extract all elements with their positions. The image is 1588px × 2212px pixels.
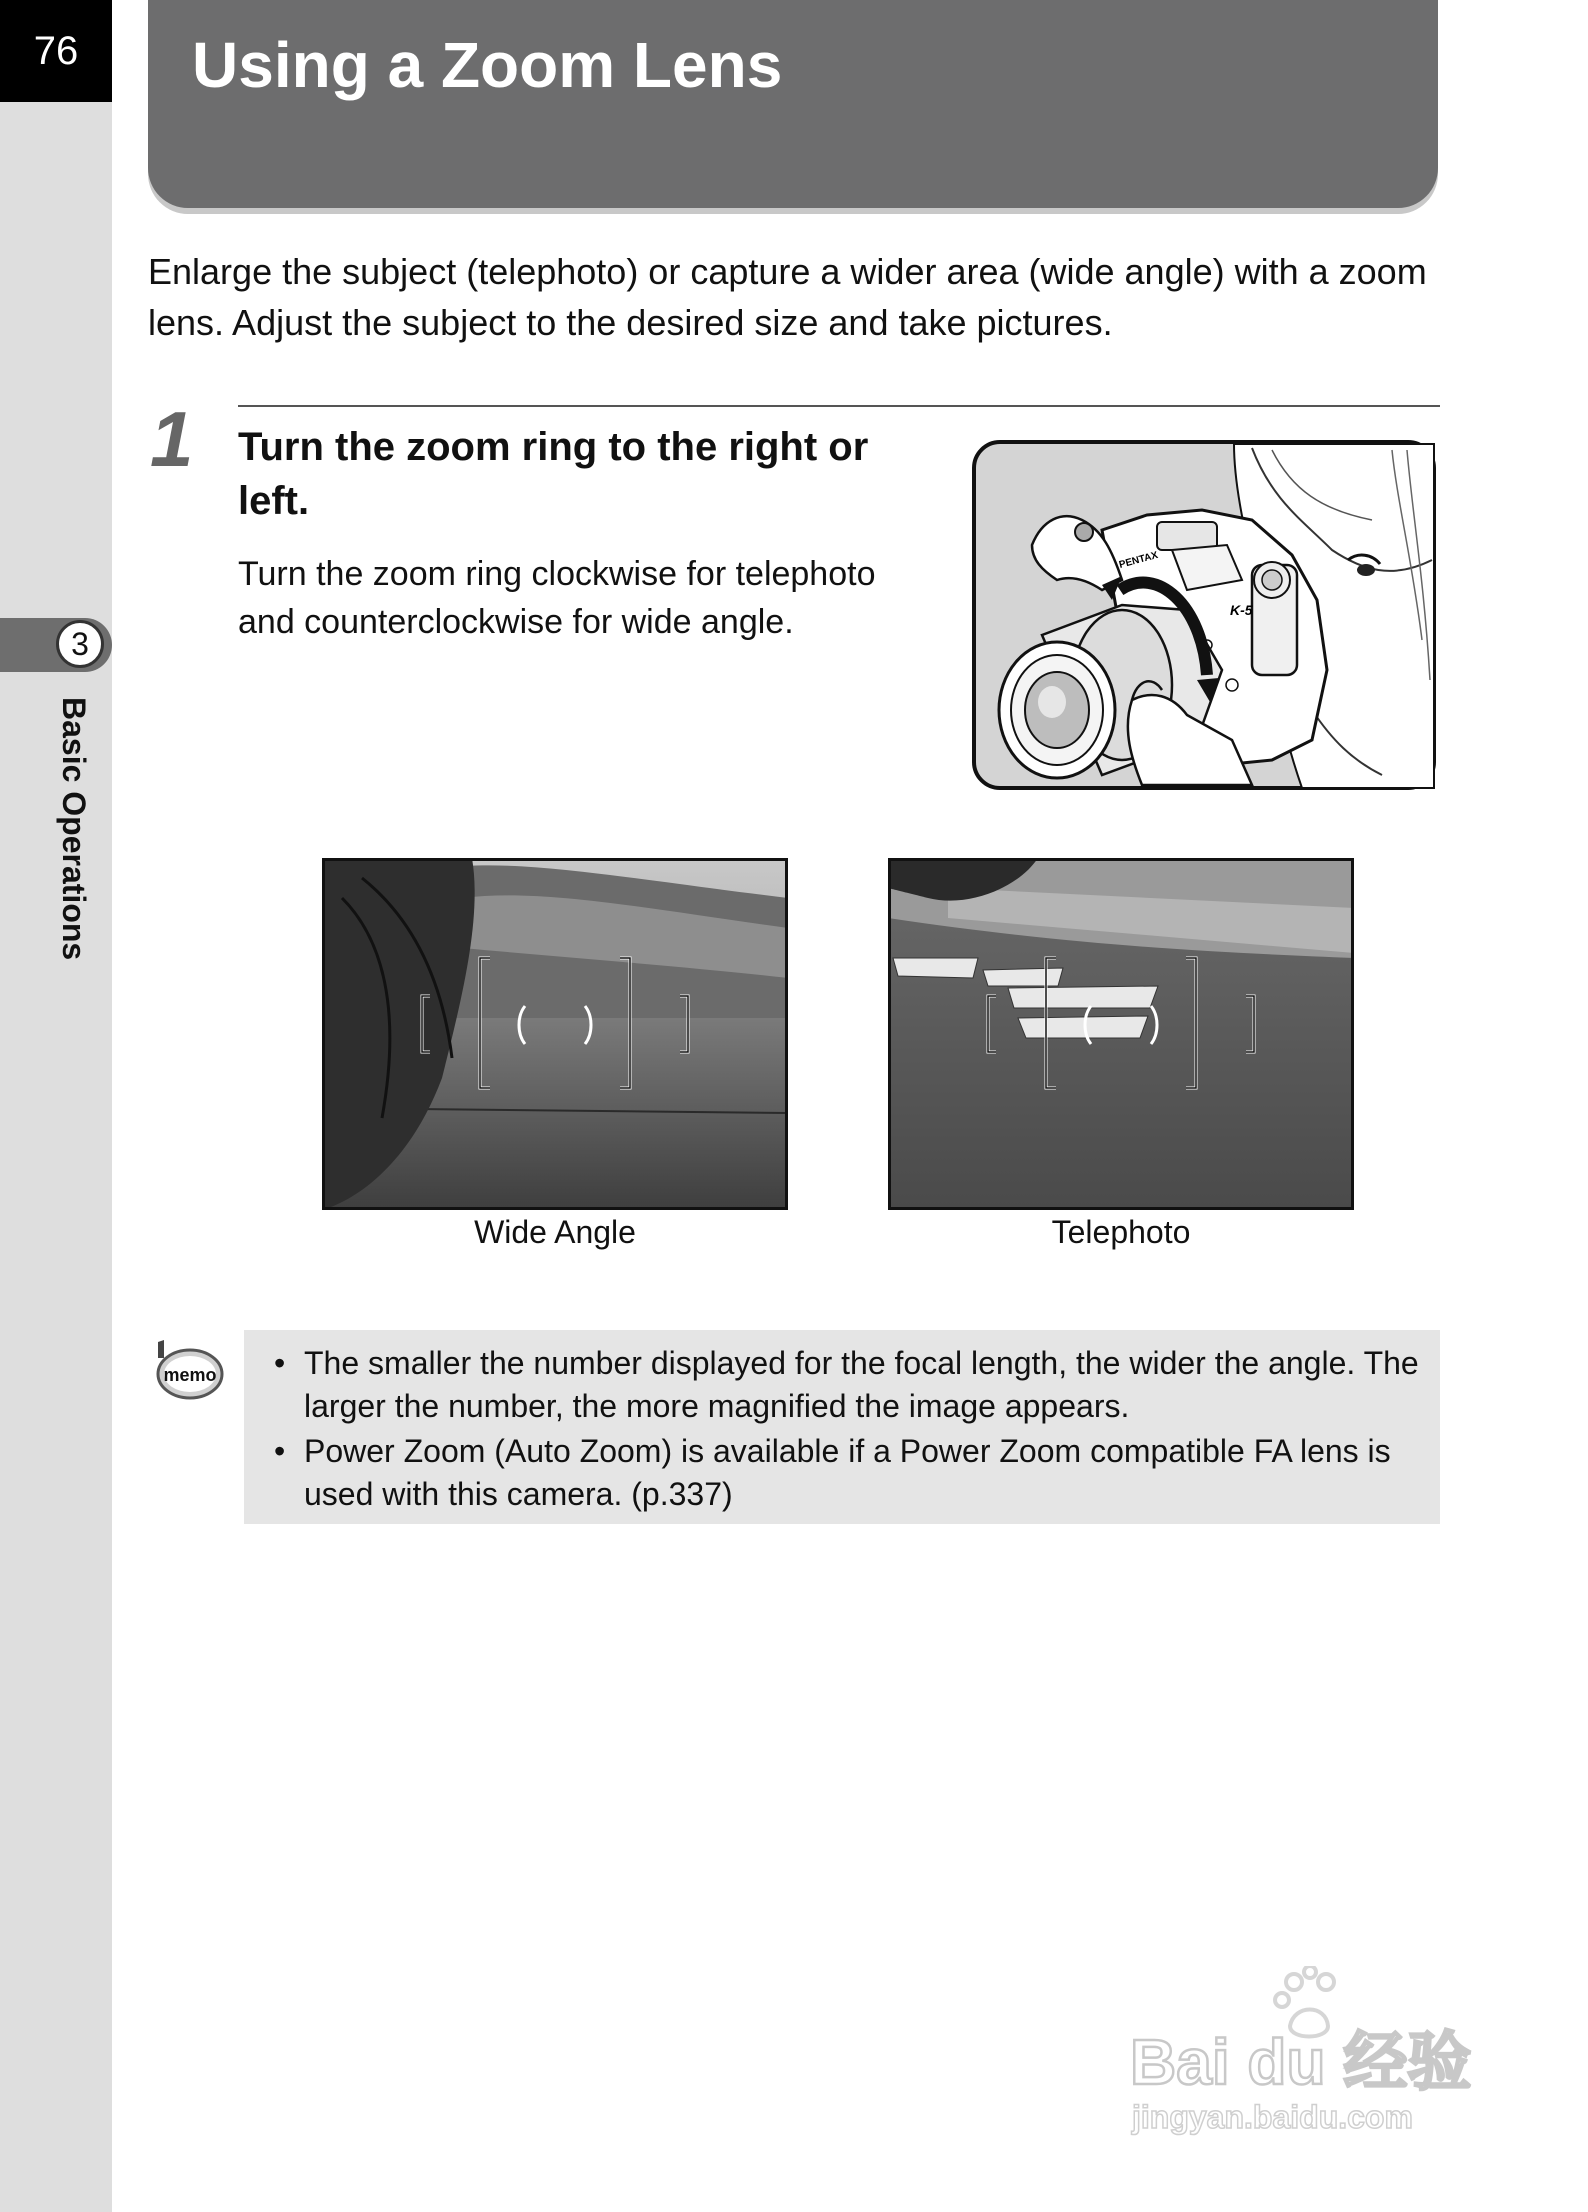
intro-paragraph: Enlarge the subject (telephoto) or capture a wider area (wide angle) with a zoom lens. Adjust the subject to the desired size and take pictures. <box>148 251 1427 343</box>
chapter-label: Basic Operations <box>56 697 92 961</box>
memo-item: • Power Zoom (Auto Zoom) is available if a Power Zoom compatible FA lens is used with this camera. (p.337) <box>258 1430 1420 1516</box>
memo-list <box>258 1342 1420 1516</box>
step-number: 1 <box>150 395 194 483</box>
page-number: 76 <box>0 0 112 102</box>
section-divider <box>238 405 1440 407</box>
baidu-watermark <box>1122 1966 1502 2146</box>
camera-brand-label: PENTAX <box>1117 549 1160 571</box>
step-heading: Turn the zoom ring to the right or left. <box>238 425 869 523</box>
page-title: Using a Zoom Lens <box>192 29 783 101</box>
camera-zoom-illustration <box>972 440 1436 790</box>
camera-model-label: K-5 <box>1230 602 1253 618</box>
wide-angle-photo <box>322 858 788 1210</box>
chapter-number: 3 <box>56 620 104 668</box>
memo-item: • The smaller the number displayed for the focal length, the wider the angle. The larger the number, the more magnified the image appears. <box>258 1342 1420 1428</box>
telephoto-photo <box>888 858 1354 1210</box>
memo-box <box>244 1330 1440 1524</box>
photo-caption-tele: Telephoto <box>1051 1214 1191 1250</box>
photo-caption-wide: Wide Angle <box>474 1214 636 1250</box>
memo-icon-label: memo <box>163 1365 217 1385</box>
memo-icon <box>150 1336 226 1406</box>
watermark-url: jingyan.baidu.com <box>1132 2099 1413 2135</box>
step-body: Turn the zoom ring clockwise for telephoto and counterclockwise for wide angle. <box>238 555 876 641</box>
watermark-brand: Bai du 经验 <box>1130 2026 1472 2098</box>
side-strip <box>0 0 112 2212</box>
